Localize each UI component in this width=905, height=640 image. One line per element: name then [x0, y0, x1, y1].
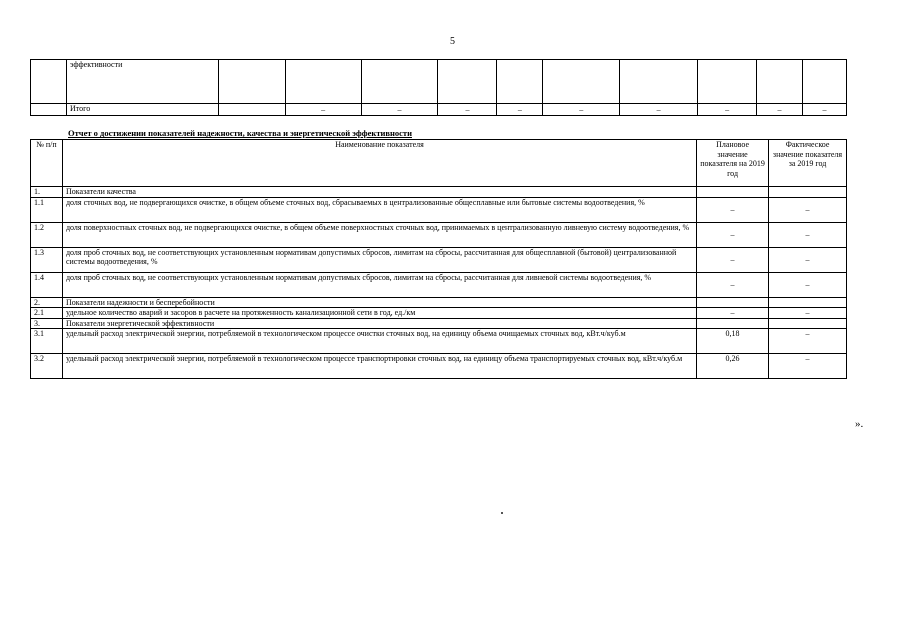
row-num: 3.	[31, 318, 63, 329]
row-name: удельный расход электрической энергии, потребляемой в технологическом процессе очистки сточных вод, на единицу объема очищаемых сточных вод, кВт.ч/куб.м	[62, 329, 696, 354]
total-value: –	[620, 104, 698, 116]
report-title: Отчет о достижении показателей надежности, качества и энергетической эффективности	[68, 128, 412, 138]
row-name: удельное количество аварий и засоров в расчете на протяженность канализационной сети в год, ед./км	[62, 308, 696, 319]
row-actual	[769, 297, 847, 308]
row-actual	[769, 187, 847, 198]
table-row	[31, 308, 847, 319]
table-row	[31, 272, 847, 297]
row-planned: –	[697, 272, 769, 297]
top-table	[30, 59, 847, 116]
total-value: –	[543, 104, 620, 116]
row-num: 3.2	[31, 354, 63, 379]
row-actual: –	[769, 222, 847, 247]
row-actual: –	[769, 272, 847, 297]
row-name: Показатели качества	[62, 187, 696, 198]
row-name: доля сточных вод, не подвергающихся очистке, в общем объеме сточных вод, сбрасываемых в централизованные общесплавные или бытовые системы водоотведения, %	[62, 197, 696, 222]
row-name: доля проб сточных вод, не соответствующих установленным нормативам допустимых сбросов, лимитам на сбросы, рассчитанная для общесплавной (бытовой) централизованной системы водоотведения, %	[62, 247, 696, 272]
row-num: 1.4	[31, 272, 63, 297]
closing-quote: ».	[855, 418, 864, 430]
table-row	[31, 247, 847, 272]
table-row	[31, 197, 847, 222]
row-planned	[697, 318, 769, 329]
total-value: –	[361, 104, 438, 116]
row-name: Показатели надежности и бесперебойности	[62, 297, 696, 308]
row-actual: –	[769, 308, 847, 319]
header-actual: Фактическое значение показателя за 2019 год	[769, 140, 847, 187]
row-num: 1.3	[31, 247, 63, 272]
row-planned	[697, 297, 769, 308]
total-value: –	[497, 104, 543, 116]
row-planned: –	[697, 197, 769, 222]
total-value: –	[698, 104, 757, 116]
row-num: 2.	[31, 297, 63, 308]
row-planned: –	[697, 247, 769, 272]
total-value: –	[438, 104, 497, 116]
row-actual: –	[769, 354, 847, 379]
row-label: эффективности	[66, 60, 218, 104]
row-name: доля поверхностных сточных вод, не подвергающихся очистке, в общем объеме поверхностных сточных вод, принимаемых в централизованную ливневую систему водоотведения, %	[62, 222, 696, 247]
row-planned: –	[697, 308, 769, 319]
table-row	[31, 318, 847, 329]
table-row	[31, 60, 847, 104]
table-row	[31, 354, 847, 379]
table-row	[31, 297, 847, 308]
total-value: –	[285, 104, 361, 116]
row-planned: 0,18	[697, 329, 769, 354]
table-row	[31, 104, 847, 116]
total-value: –	[802, 104, 846, 116]
total-value: –	[757, 104, 803, 116]
row-num: 2.1	[31, 308, 63, 319]
row-planned: 0,26	[697, 354, 769, 379]
header-num: № п/п	[31, 140, 63, 187]
row-actual: –	[769, 197, 847, 222]
scan-speck	[501, 512, 503, 514]
header-planned: Плановое значение показателя на 2019 год	[697, 140, 769, 187]
row-actual	[769, 318, 847, 329]
table-row	[31, 187, 847, 198]
row-actual: –	[769, 329, 847, 354]
row-name: Показатели энергетической эффективности	[62, 318, 696, 329]
row-planned	[697, 187, 769, 198]
row-actual: –	[769, 247, 847, 272]
row-num: 1.	[31, 187, 63, 198]
row-num: 3.1	[31, 329, 63, 354]
row-name: удельный расход электрической энергии, потребляемой в технологическом процессе транспортировки сточных вод, на единицу объема транспортируемых сточных вод, кВт.ч/куб.м	[62, 354, 696, 379]
page-number: 5	[450, 36, 455, 47]
header-row	[31, 140, 847, 187]
row-planned: –	[697, 222, 769, 247]
row-num: 1.1	[31, 197, 63, 222]
table-row	[31, 329, 847, 354]
header-name: Наименование показателя	[62, 140, 696, 187]
total-label: Итого	[66, 104, 218, 116]
report-table	[30, 139, 847, 379]
row-name: доля проб сточных вод, не соответствующих установленным нормативам допустимых сбросов, лимитам на сбросы, рассчитанная для ливневой системы водоотведения, %	[62, 272, 696, 297]
row-num: 1.2	[31, 222, 63, 247]
table-row	[31, 222, 847, 247]
